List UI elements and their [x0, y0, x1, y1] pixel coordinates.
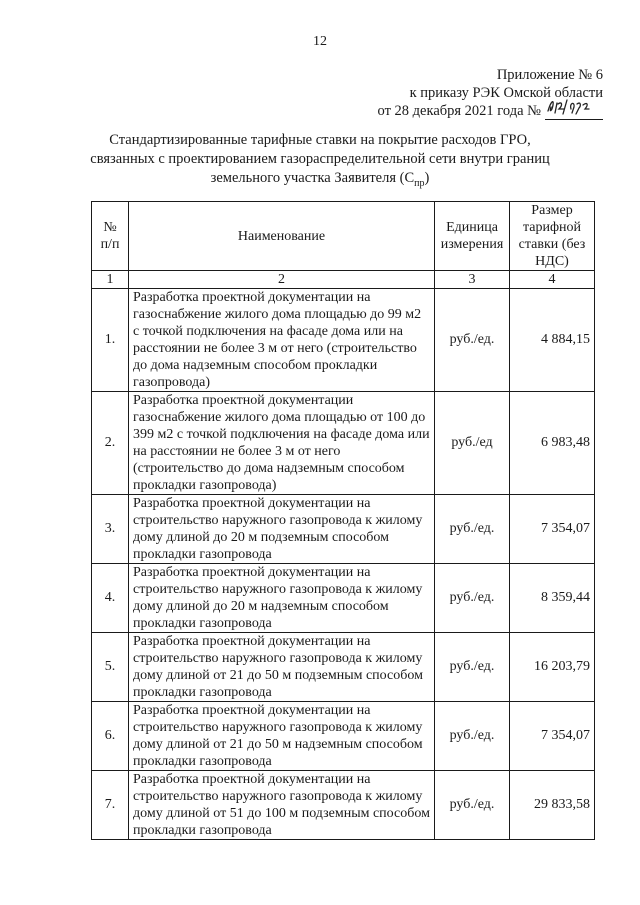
table-row [92, 702, 595, 771]
row-name: Разработка проектной документации на строительство наружного газопровода к жилому дому длиной до 20 м надземным способом прокладки газопровода [129, 564, 435, 633]
page-number: 12 [313, 34, 327, 49]
row-name: Разработка проектной документации на строительство наружного газопровода к жилому дому длиной от 21 до 50 м надземным способом прокладки газопровода [129, 702, 435, 771]
row-value: 7 354,07 [510, 702, 595, 771]
column-index: 3 [435, 271, 510, 289]
appendix-order-ref: к приказу РЭК Омской области [409, 85, 603, 101]
handwritten-number-graphic [545, 95, 605, 117]
column-index-row [92, 271, 595, 289]
row-unit: руб./ед. [435, 702, 510, 771]
row-number: 7. [92, 771, 129, 840]
row-name: Разработка проектной документации на строительство наружного газопровода к жилому дому длиной до 20 м подземным способом прокладки газопровода [129, 495, 435, 564]
table-header-row [92, 202, 595, 271]
row-value: 4 884,15 [510, 289, 595, 392]
appendix-order-date-line [378, 102, 603, 120]
title-line-3: земельного участка Заявителя $(С_{пр})$ [210, 170, 430, 189]
row-value: 29 833,58 [510, 771, 595, 840]
header-size: Размер тарифной ставки (без НДС) [510, 202, 595, 271]
appendix-header [378, 66, 603, 120]
title-line-1: Стандартизированные тарифные ставки на покрытие расходов ГРО, [109, 132, 531, 148]
row-name: Разработка проектной документации на газоснабжение жилого дома площадью до 99 м2 с точкой подключения на фасаде дома или на расстоянии не более 3 м от него (строительство до дома надземным способом прокладки газопровода) [129, 289, 435, 392]
row-unit: руб./ед. [435, 564, 510, 633]
row-number: 6. [92, 702, 129, 771]
appendix-title: Приложение № 6 [496, 67, 603, 83]
tariff-table [91, 201, 595, 840]
appendix-order-date: от 28 декабря 2021 года № [377, 103, 541, 119]
table-row [92, 771, 595, 840]
row-number: 3. [92, 495, 129, 564]
row-unit: руб./ед. [435, 633, 510, 702]
document-title [0, 131, 640, 193]
row-value: 7 354,07 [510, 495, 595, 564]
row-value: 6 983,48 [510, 392, 595, 495]
row-unit: руб./ед. [435, 495, 510, 564]
handwritten-order-number [545, 103, 603, 120]
row-name: Разработка проектной документации на строительство наружного газопровода к жилому дому длиной от 21 до 50 м подземным способом прокладки газопровода [129, 633, 435, 702]
column-index: 2 [129, 271, 435, 289]
table-row [92, 289, 595, 392]
title-subscript: пр [414, 177, 425, 189]
column-index: 4 [510, 271, 595, 289]
row-name: Разработка проектной документации на строительство наружного газопровода к жилому дому длиной от 51 до 100 м подземным способом прокладки газопровода [129, 771, 435, 840]
row-number: 5. [92, 633, 129, 702]
row-unit: руб./ед [435, 392, 510, 495]
header-num: № п/п [92, 202, 129, 271]
table-row [92, 392, 595, 495]
column-index: 1 [92, 271, 129, 289]
row-unit: руб./ед. [435, 289, 510, 392]
row-unit: руб./ед. [435, 771, 510, 840]
row-value: 8 359,44 [510, 564, 595, 633]
header-name: Наименование [129, 202, 435, 271]
row-number: 2. [92, 392, 129, 495]
table-row [92, 633, 595, 702]
table-row [92, 495, 595, 564]
row-name: Разработка проектной документации газоснабжение жилого дома площадью от 100 до 399 м2 с точкой подключения на фасаде дома или на расстоянии не более 3 м от него (строительство до дома надземным способом прокладки газопровода) [129, 392, 435, 495]
row-number: 4. [92, 564, 129, 633]
table-row [92, 564, 595, 633]
row-value: 16 203,79 [510, 633, 595, 702]
title-line-2: связанных с проектированием газораспределительной сети внутри границ [90, 151, 550, 167]
row-number: 1. [92, 289, 129, 392]
header-unit: Единица измерения [435, 202, 510, 271]
